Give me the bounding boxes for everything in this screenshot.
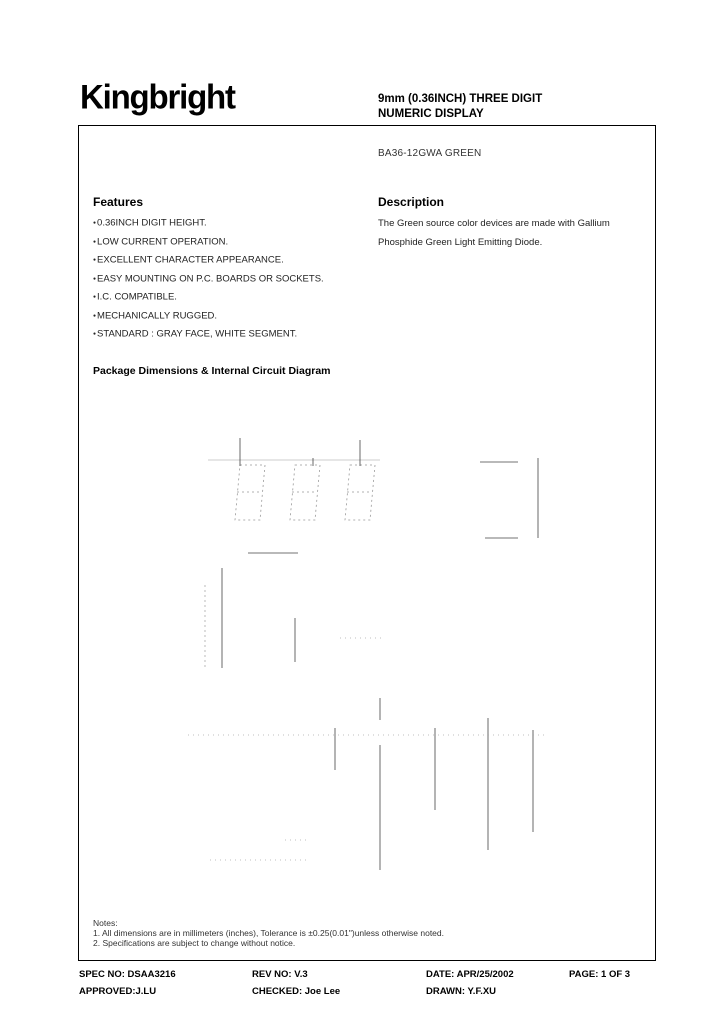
note-item: 1. All dimensions are in millimeters (inches), Tolerance is ±0.25(0.01")unless otherwise noted. (93, 928, 444, 938)
features-heading: Features (93, 195, 144, 209)
note-item: 2. Specifications are subject to change without notice. (93, 938, 296, 948)
kingbright-logo: Kingbright (80, 77, 235, 116)
description-heading: Description (378, 195, 445, 209)
package-heading: Package Dimensions & Internal Circuit Diagram (93, 365, 331, 377)
document-title (378, 92, 542, 122)
description-line-1: The Green source color devices are made with Gallium (378, 218, 610, 229)
seven-segment-digits (235, 465, 375, 520)
feature-item: ● EXCELLENT CHARACTER APPEARANCE. (93, 251, 324, 270)
feature-item: ● MECHANICALLY RUGGED. (93, 307, 324, 326)
feature-item: ● LOW CURRENT OPERATION. (93, 233, 324, 252)
feature-item: ● 0.36INCH DIGIT HEIGHT. (93, 214, 324, 233)
feature-item: ● STANDARD : GRAY FACE, WHITE SEGMENT. (93, 325, 324, 344)
feature-item: ● I.C. COMPATIBLE. (93, 288, 324, 307)
title-line-2: NUMERIC DISPLAY (378, 108, 484, 120)
checked-by: CHECKED: Joe Lee (252, 986, 341, 997)
part-number: BA36-12GWA GREEN (378, 148, 482, 159)
circuit-diagram (188, 638, 545, 860)
title-line-1: 9mm (0.36INCH) THREE DIGIT (378, 93, 543, 105)
notes-block (93, 918, 444, 948)
spec-number: SPEC NO: DSAA3216 (79, 969, 176, 980)
description-text (378, 214, 638, 252)
feature-item: ● EASY MOUNTING ON P.C. BOARDS OR SOCKETS. (93, 270, 324, 289)
features-list (93, 214, 324, 344)
description-line-2: Phosphide Green Light Emitting Diode. (378, 237, 543, 248)
notes-heading: Notes: (93, 918, 118, 928)
revision-number: REV NO: V.3 (252, 969, 308, 980)
package-dimension-drawing (180, 400, 560, 890)
document-date: DATE: APR/25/2002 (426, 969, 514, 980)
page-number: PAGE: 1 OF 3 (569, 969, 631, 980)
dimension-lines (205, 438, 538, 870)
approved-by: APPROVED:J.LU (79, 986, 157, 997)
drawn-by: DRAWN: Y.F.XU (426, 986, 497, 997)
